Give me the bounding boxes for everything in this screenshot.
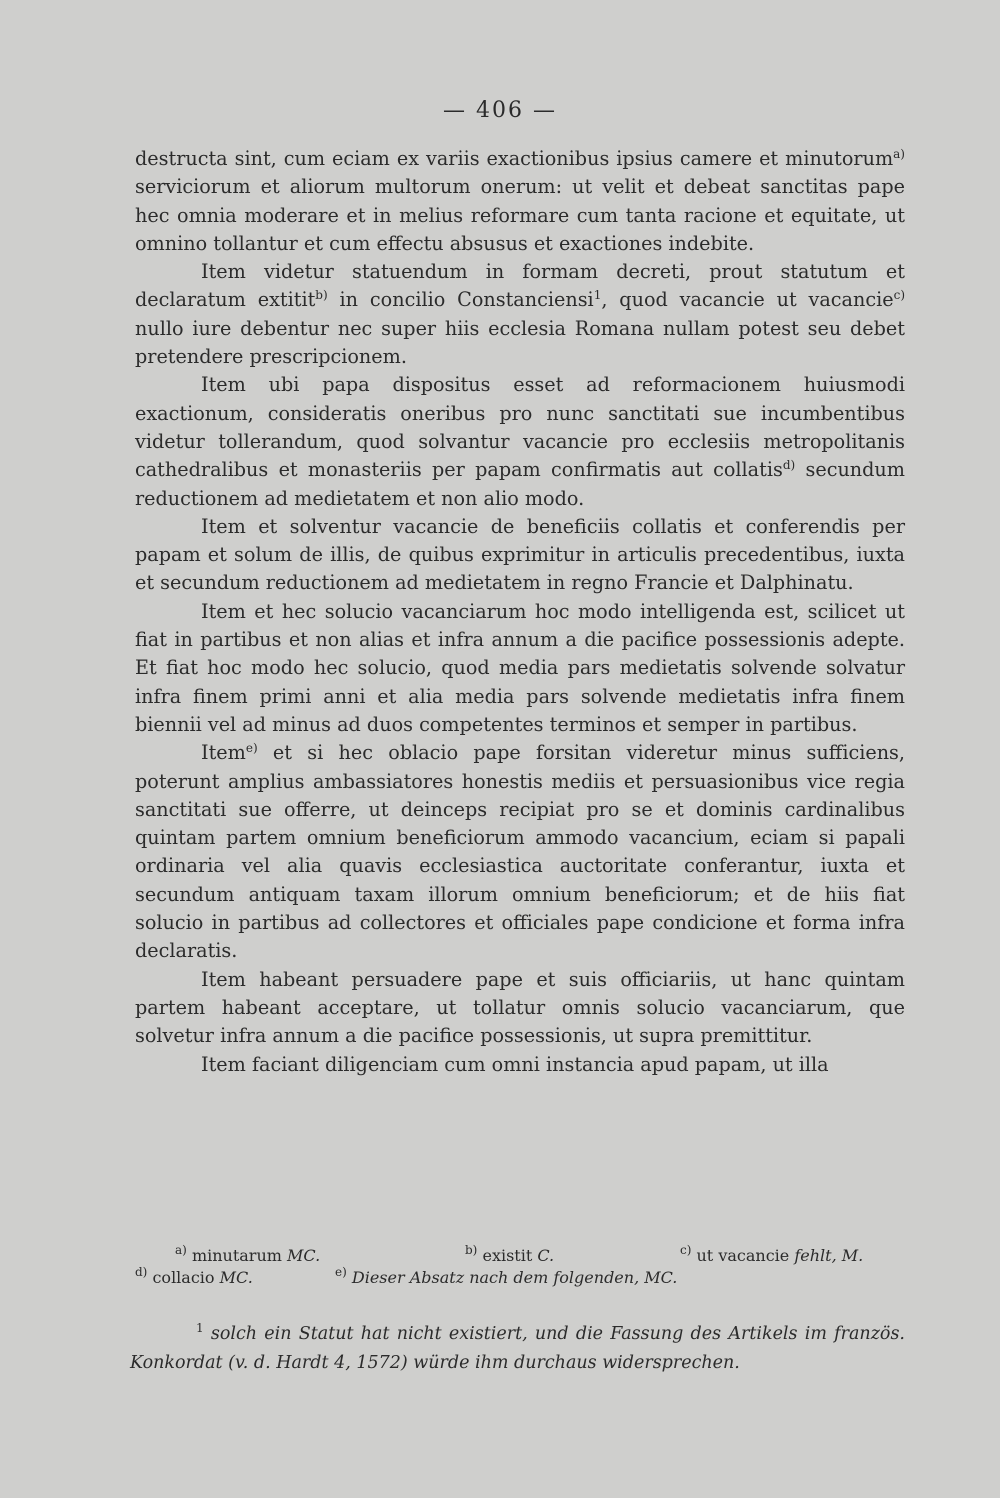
apparatus-mark: c) [680,1243,692,1257]
paragraph [135,513,905,598]
paragraph [135,598,905,739]
apparatus-mark: b) [465,1243,478,1257]
text-run: Item et hec solucio vacanciarum hoc modo intelligenda est, scilicet ut fiat in partibus et non alias et infra annum a die pacifice possessionis adepte. Et fiat hoc modo hec solucio, quod media pars medietatis solvende solvatur infra finem primi anni et alia media pars solvende medietatis infra finem biennii vel ad minus ad duos competentes terminos et semper in partibus. [135,599,905,736]
apparatus-note-d [135,1267,253,1289]
text-run: secundum reductionem ad medietatem et non alio modo. [135,458,905,510]
note-marker: a) [893,147,905,161]
paragraph [135,371,905,512]
note-marker: b) [315,288,328,303]
apparatus-source: Dieser Absatz nach dem folgenden, MC. [351,1268,678,1287]
text-run: et si hec oblacio pape forsitan videretur minus sufficiens, poterunt amplius ambassiatores honestis mediis et persuasionibus vice regia sanctitati sue offerre, ut deinceps recipiat pro se et dominis cardinalibus quintam partem omnium beneficiorum ammodo vacancium, eciam si papali ordinaria vel alia quavis ecclesiastica auctoritate conferantur, iuxta et secundum antiquam taxam illorum omnium beneficiorum; et de hiis fiat solucio in partibus ad collectores et officiales pape condicione et forma infra declaratis. [135,741,905,963]
footnote-text: solch ein Statut hat nicht existiert, und die Fassung des Artikels im französ. Konkordat (v. d. Hardt 4, 1572) würde ihm durchaus widersprechen. [130,1324,905,1373]
main-text [135,145,905,1079]
apparatus-text: existit [482,1246,538,1265]
text-run: Item faciant diligenciam cum omni instancia apud papam, ut illa [201,1052,829,1076]
note-marker: 1 [593,288,602,303]
apparatus-mark: e) [335,1265,347,1279]
critical-apparatus [135,1245,905,1289]
text-run: Item et solventur vacancie de beneficiis collatis et conferendis per papam et solum de illis, de quibus exprimitur in articulis precedentibus, iuxta et secundum reductionem ad medietatem in regno Francie et Dalphinatu. [135,514,905,595]
apparatus-note-b [465,1245,554,1267]
apparatus-source: C. [537,1246,555,1265]
note-marker: d) [782,458,796,473]
text-run: destructa sint, cum eciam ex variis exactionibus ipsius camere et minutorum [135,147,894,170]
note-marker: c) [893,288,905,303]
apparatus-text: minutarum [191,1246,288,1265]
paragraph [135,145,905,258]
apparatus-source: MC. [219,1268,253,1287]
text-run: nullo iure debentur nec super hiis ecclesia Romana nullam potest seu debet pretendere prescripcionem. [135,316,905,369]
apparatus-text: collacio [152,1268,220,1287]
text-run: serviciorum et aliorum multorum onerum: ut velit et debeat sanctitas pape hec omnia moderare et in melius reformare cum tanta racione et equitate, ut omnino tollantur et cum effectu absusus et exactiones indebite. [135,175,905,255]
apparatus-mark: d) [135,1265,148,1279]
paragraph [135,739,905,965]
paragraph [135,1051,905,1079]
text-run: Item [201,741,246,765]
apparatus-source: fehlt, M. [794,1246,864,1265]
footnote-1 [130,1320,905,1378]
paragraph [135,966,905,1051]
text-run: , quod vacancie ut vacancie [601,288,894,312]
text-run: in concilio Constanciensi [327,288,594,312]
text-run: Item ubi papa dispositus esset ad reformacionem huiusmodi exactionum, consideratis oneribus pro nunc sanctitati sue incumbentibus videtur tollerandum, quod solvantur vacancie pro ecclesiis metropolitanis cathedralibus et monasteriis per papam confirmatis aut collatis [135,373,905,482]
text-run: Item habeant persuadere pape et suis officiariis, ut hanc quintam partem habeant acceptare, ut tollatur omnis solucio vacanciarum, que solvetur infra annum a die pacifice possessionis, ut supra premittitur. [135,967,905,1048]
apparatus-row [135,1245,905,1267]
note-marker: e) [245,741,258,756]
paragraph [135,258,905,371]
apparatus-source: MC. [287,1246,321,1265]
apparatus-mark: a) [175,1243,187,1257]
page-number: — 406 — [443,98,557,123]
text-run: Item videtur statuendum in formam decreti, prout statutum et declaratum extitit [135,260,905,312]
apparatus-note-a [175,1245,320,1267]
apparatus-row [135,1267,905,1289]
apparatus-note-e [335,1267,677,1289]
footnote-mark: 1 [196,1321,204,1335]
apparatus-note-c [680,1245,863,1267]
apparatus-text: ut vacancie [696,1246,795,1265]
